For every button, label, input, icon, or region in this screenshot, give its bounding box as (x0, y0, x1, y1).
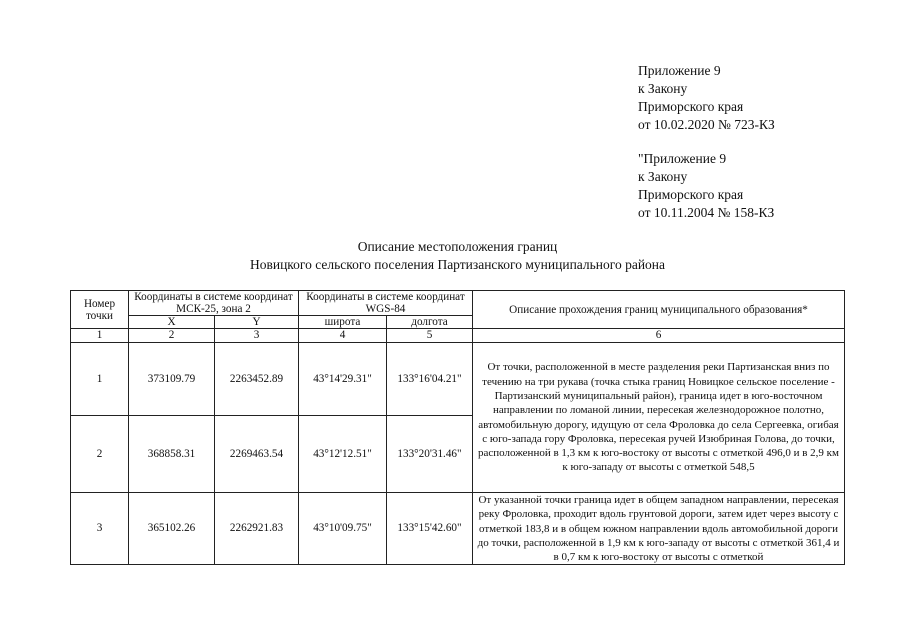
document-title (0, 238, 905, 274)
header-line: "Приложение 9 (638, 151, 727, 166)
coord-y: 2262921.83 (215, 493, 299, 565)
column-number: 6 (473, 329, 845, 343)
coord-x: 373109.79 (129, 343, 215, 416)
coord-x: 365102.26 (129, 493, 215, 565)
latitude: 43°12'12.51" (299, 416, 387, 493)
coord-x: 368858.31 (129, 416, 215, 493)
header-line: к Закону (638, 81, 688, 96)
header-x: X (129, 316, 215, 329)
header-boundary-description: Описание прохождения границ муниципального образования* (473, 291, 845, 329)
boundary-description: От указанной точки граница идет в общем западном направлении, пересекая реку Фроловка, проходит вдоль грунтовой дороги, затем идет через высоту с отметкой 183,8 и в общем южном направлении вдоль автомобильной дороги до точки, расположенной в 1,9 км к юго-западу от высоты с отметкой 361,4 и в 0,7 км к юго-востоку от высоты с отметкой (473, 493, 845, 565)
point-number: 2 (71, 416, 129, 493)
point-number: 3 (71, 493, 129, 565)
column-number: 4 (299, 329, 387, 343)
law-appendix-header (638, 62, 775, 134)
column-number: 2 (129, 329, 215, 343)
longitude: 133°15'42.60" (387, 493, 473, 565)
header-line: к Закону (638, 169, 688, 184)
point-number: 1 (71, 343, 129, 416)
title-line-2: Новицкого сельского поселения Партизанского муниципального района (249, 257, 666, 272)
column-number: 3 (215, 329, 299, 343)
table-header-row (71, 291, 845, 316)
header-wgs84-coords: Координаты в системе координат WGS-84 (299, 291, 473, 316)
header-line: Приморского края (638, 187, 744, 202)
header-msk25-coords: Координаты в системе координат МСК-25, зона 2 (129, 291, 299, 316)
header-line: Приложение 9 (638, 63, 721, 78)
coord-y: 2263452.89 (215, 343, 299, 416)
table-row (71, 343, 845, 416)
header-y: Y (215, 316, 299, 329)
boundary-points-table (70, 290, 845, 565)
table-row (71, 493, 845, 565)
title-line-1: Описание местоположения границ (357, 239, 558, 254)
column-number: 1 (71, 329, 129, 343)
original-law-appendix-header (638, 150, 774, 222)
header-point-number: Номер точки (71, 291, 129, 329)
latitude: 43°14'29.31" (299, 343, 387, 416)
column-number-row (71, 329, 845, 343)
header-line: от 10.11.2004 № 158-КЗ (638, 205, 775, 220)
latitude: 43°10'09.75" (299, 493, 387, 565)
longitude: 133°16'04.21" (387, 343, 473, 416)
header-line: от 10.02.2020 № 723-КЗ (638, 117, 775, 132)
boundary-description: От точки, расположенной в месте разделения реки Партизанская вниз по течению на три рукава (точка стыка границ Новицкое сельское поселение - Партизанский муниципальный район), граница идет в юго-восточном направлении по ломаной линии, пересекая железнодорожное полотно, автомобильную дорогу, идущую от села Фроловка до села Сергеевка, огибая с юго-запада гору Фроловка, пересекая ручей Изюбриная Голова, до точки, расположенной в 1,3 км к юго-востоку от высоты с отметкой 496,0 и в 2,9 км к юго-западу от высоты с отметкой 548,5 (473, 343, 845, 493)
header-line: Приморского края (638, 99, 744, 114)
header-longitude: долгота (387, 316, 473, 329)
longitude: 133°20'31.46" (387, 416, 473, 493)
column-number: 5 (387, 329, 473, 343)
coord-y: 2269463.54 (215, 416, 299, 493)
header-latitude: широта (299, 316, 387, 329)
